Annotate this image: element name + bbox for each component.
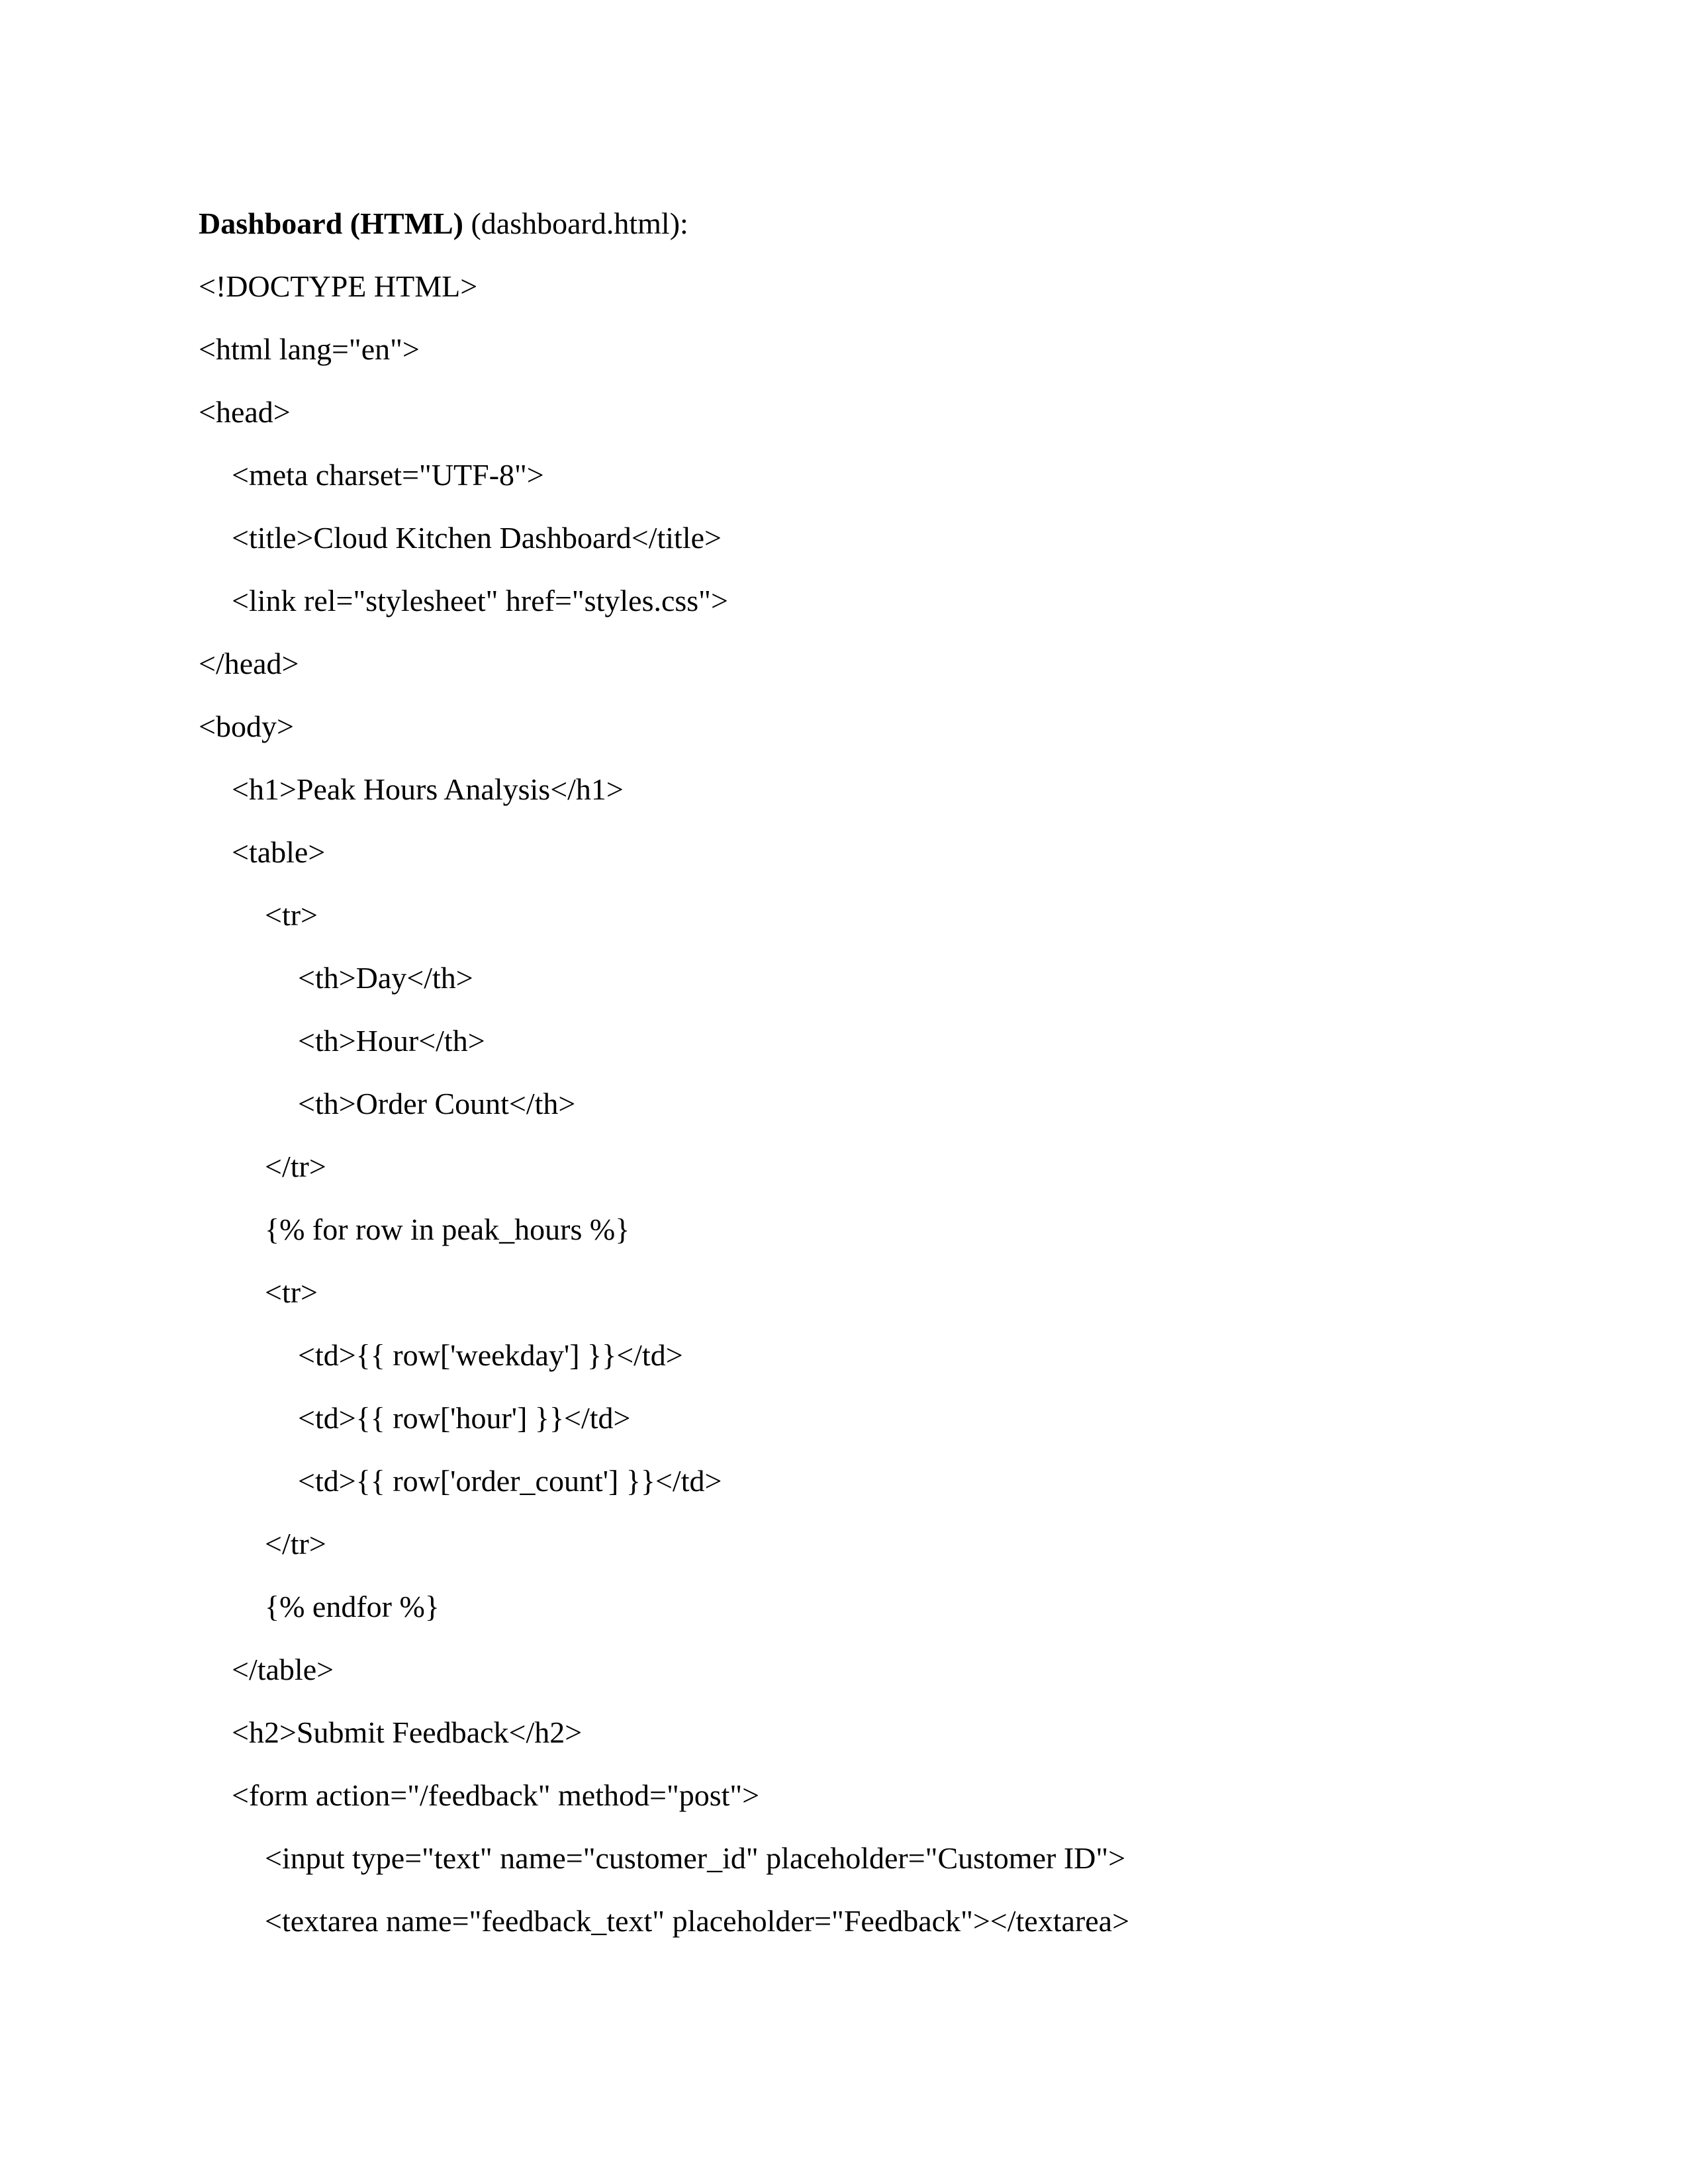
code-line: <input type="text" name="customer_id" placeholder="Customer ID">	[265, 1841, 1126, 1875]
code-line: <th>Order Count</th>	[298, 1087, 576, 1120]
code-line: <form action="/feedback" method="post">	[232, 1778, 760, 1812]
code-line: <head>	[199, 395, 291, 429]
code-line: <html lang="en">	[199, 332, 420, 366]
code-line: <tr>	[265, 898, 318, 932]
code-line: <h2>Submit Feedback</h2>	[232, 1715, 583, 1749]
code-line: <th>Day</th>	[298, 961, 473, 995]
code-line: </table>	[232, 1653, 334, 1686]
section-heading-title: Dashboard (HTML)	[199, 206, 463, 240]
code-line: <title>Cloud Kitchen Dashboard</title>	[232, 521, 722, 555]
section-heading-filename: (dashboard.html):	[463, 206, 688, 240]
code-line: </head>	[199, 647, 299, 680]
code-line: <h1>Peak Hours Analysis</h1>	[232, 772, 624, 806]
code-line: {% for row in peak_hours %}	[265, 1212, 630, 1246]
code-line: <td>{{ row['weekday'] }}</td>	[298, 1338, 683, 1372]
code-line: <table>	[232, 835, 326, 869]
code-line: <th>Hour</th>	[298, 1024, 485, 1058]
code-line: <td>{{ row['hour'] }}</td>	[298, 1401, 631, 1435]
code-line: </tr>	[265, 1527, 326, 1561]
document-body	[199, 192, 1523, 1952]
code-line: <tr>	[265, 1275, 318, 1309]
section-heading	[199, 192, 1523, 255]
code-line: <meta charset="UTF-8">	[232, 458, 544, 492]
code-line: </tr>	[265, 1150, 326, 1183]
code-line: {% endfor %}	[265, 1590, 440, 1623]
code-line: <td>{{ row['order_count'] }}</td>	[298, 1464, 722, 1498]
code-line: <link rel="stylesheet" href="styles.css">	[232, 584, 728, 617]
code-line: <textarea name="feedback_text" placeholder="Feedback"></textarea>	[265, 1904, 1130, 1938]
code-line: <body>	[199, 709, 294, 743]
code-line: <!DOCTYPE HTML>	[199, 269, 478, 303]
